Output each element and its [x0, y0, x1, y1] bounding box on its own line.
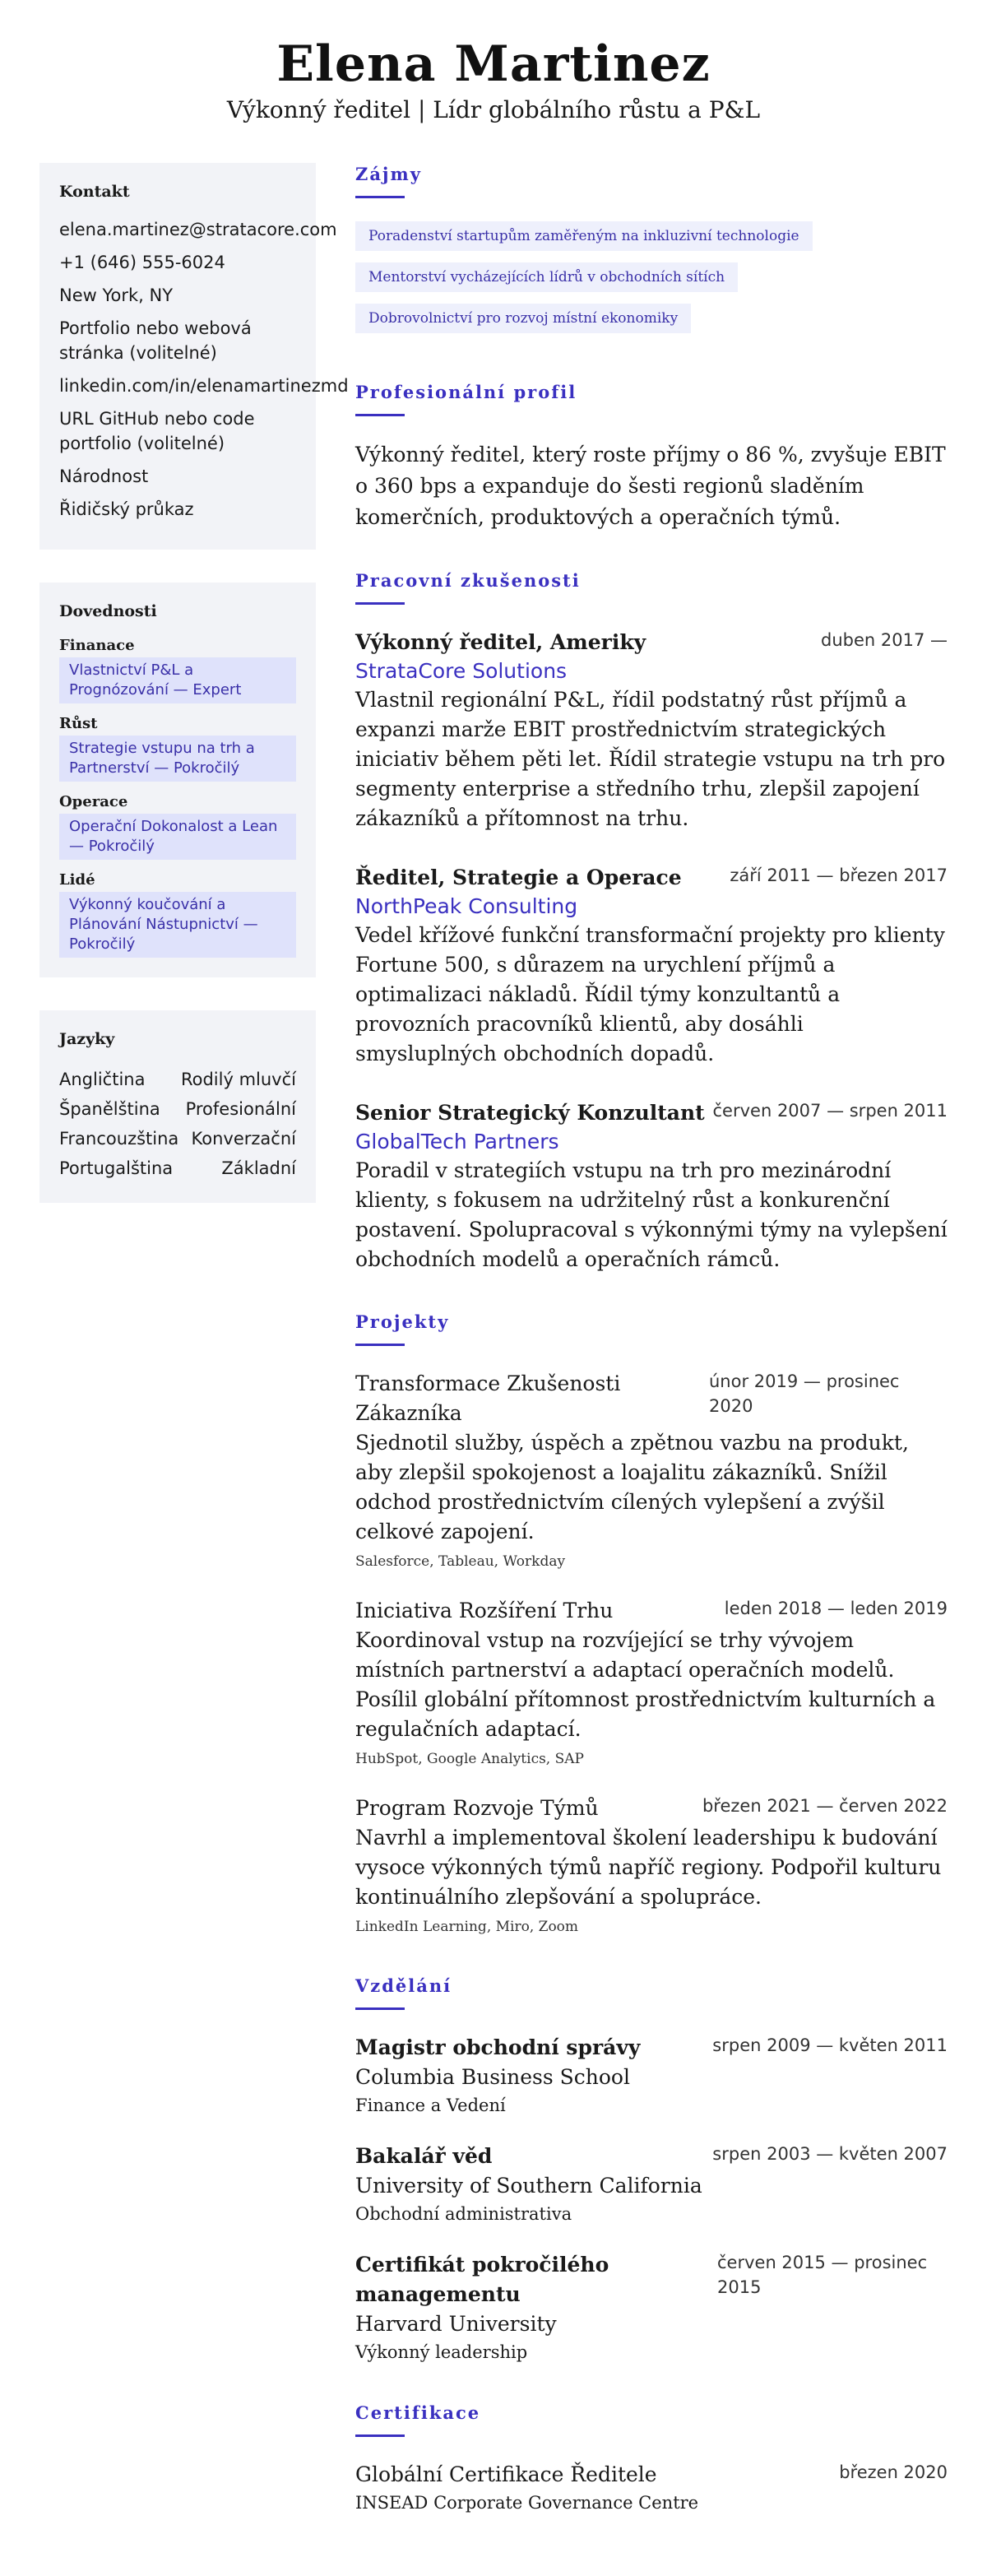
contact-location: New York, NY: [59, 285, 174, 305]
section-title: Profesionální profil: [355, 382, 577, 402]
degree-name: Magistr obchodní správy: [355, 2035, 641, 2059]
job-dates: září 2011 — březen 2017: [730, 866, 948, 885]
degree-name: Bakalář věd: [355, 2144, 493, 2168]
education-entry: [355, 2033, 948, 2119]
education-section: [355, 1975, 948, 2365]
projects-section: [355, 1311, 948, 1938]
experience-section: [355, 569, 948, 1274]
project-tools: LinkedIn Learning, Miro, Zoom: [355, 1919, 579, 1935]
job-description: Poradil v strategiích vstupu na trh pro mezinárodní klienty, s fokusem na udržitelný růst a konkurenční postavení. Spolupracoval s výkonnými týmy na vylepšení obchodních modelů a operačních rámců.: [355, 1158, 948, 1271]
certification-name: Globální Certifikace Ředitele: [355, 2462, 657, 2486]
section-title: Vzdělání: [355, 1975, 452, 1996]
project-dates: únor 2019 — prosinec 2020: [709, 1372, 900, 1416]
contact-linkedin[interactable]: linkedin.com/in/elenamartinezmd: [59, 376, 349, 396]
certification-issuer: INSEAD Corporate Governance Centre: [355, 2493, 699, 2513]
interest-chip: Dobrovolnictví pro rozvoj místní ekonomiky: [355, 304, 691, 333]
section-divider: [355, 196, 405, 198]
field-of-study: Finance a Vedení: [355, 2096, 506, 2115]
language-name: Španělština: [59, 1099, 160, 1119]
contact-email[interactable]: elena.martinez@stratacore.com: [59, 220, 337, 239]
skills-title: Dovednosti: [59, 602, 157, 620]
job-description: Vlastnil regionální P&L, řídil podstatný růst příjmů a expanzi marže EBIT prostřednictvím strategických iniciativ během pěti let. Řídil strategie vstupu na trh pro segmenty enterprise a středního trhu, zlepšil zapojení zákazníků a přítomnost na trhu.: [355, 688, 946, 830]
profile-summary: Výkonný ředitel, který roste příjmy o 86 %, zvyšuje EBIT o 360 bps a expanduje do šesti regionů sladěním komerčních, produktových a operačních týmů.: [355, 443, 946, 529]
education-dates: srpen 2009 — květen 2011: [712, 2035, 948, 2055]
school-name: University of Southern California: [355, 2174, 702, 2198]
language-level: Rodilý mluvčí: [180, 1070, 296, 1089]
skill-chip: Výkonný koučování a Plánování Nástupnictví — Pokročilý: [59, 892, 296, 958]
company-name: GlobalTech Partners: [355, 1130, 559, 1153]
experience-entry: [355, 863, 948, 1069]
skill-group-title: Růst: [59, 715, 98, 732]
project-description: Sjednotil služby, úspěch a zpětnou vazbu na produkt, aby zlepšil spokojenost a loajalitu zákazníků. Snížil odchod prostřednictvím cílených vylepšení a zvýšil celkové zapojení.: [355, 1431, 909, 1543]
contact-license: Řidičský průkaz: [59, 499, 194, 519]
certification-date: březen 2020: [839, 2462, 948, 2482]
section-title: Pracovní zkušenosti: [355, 570, 581, 591]
contact-portfolio: Portfolio nebo webová stránka (volitelné): [59, 318, 252, 363]
education-entry: [355, 2250, 948, 2365]
contact-title: Kontakt: [59, 183, 130, 201]
project-entry: [355, 1596, 948, 1771]
section-divider: [355, 414, 405, 416]
language-level: Konverzační: [191, 1129, 296, 1149]
skill-chip: Strategie vstupu na trh a Partnerství — Pokročilý: [59, 736, 296, 782]
project-entry: [355, 1369, 948, 1573]
field-of-study: Obchodní administrativa: [355, 2204, 572, 2224]
certifications-section: [355, 2402, 948, 2516]
school-name: Harvard University: [355, 2312, 557, 2336]
skill-group-title: Finanace: [59, 637, 135, 654]
language-row: [59, 1124, 296, 1153]
section-divider: [355, 602, 405, 605]
candidate-headline: Výkonný ředitel | Lídr globálního růstu a P&L: [226, 96, 761, 123]
skill-group-title: Operace: [59, 793, 128, 810]
section-title: Certifikace: [355, 2402, 481, 2423]
project-description: Koordinoval vstup na rozvíjející se trhy vývojem místních partnerství a adaptací operačních modelů. Posílil globální přítomnost prostřednictvím kulturních a regulačních adaptací.: [355, 1628, 936, 1741]
project-dates: březen 2021 — červen 2022: [702, 1796, 948, 1816]
company-name: NorthPeak Consulting: [355, 894, 578, 918]
project-description: Navrhl a implementoval školení leadershipu k budování vysoce výkonných týmů napříč regiony. Podpořil kulturu kontinuálního zlepšování a spolupráce.: [355, 1826, 942, 1909]
section-title: Zájmy: [355, 164, 422, 184]
section-divider: [355, 2007, 405, 2010]
project-dates: leden 2018 — leden 2019: [724, 1599, 948, 1618]
experience-entry: [355, 628, 948, 833]
contact-github: URL GitHub nebo code portfolio (volitelné): [59, 409, 255, 453]
job-description: Vedel křížové funkční transformační projekty pro klienty Fortune 500, s důrazem na urychlení příjmů a optimalizaci nákladů. Řídil týmy konzultantů a provozních pracovníků klientů, aby dosáhli smysluplných obchodních dopadů.: [355, 923, 945, 1065]
language-name: Angličtina: [59, 1070, 146, 1089]
section-divider: [355, 1344, 405, 1346]
language-row: [59, 1153, 296, 1183]
resume-header: [0, 0, 987, 127]
section-divider: [355, 2434, 405, 2437]
language-name: Francouzština: [59, 1129, 179, 1149]
certification-entry: [355, 2460, 948, 2516]
experience-entry: [355, 1098, 948, 1274]
education-entry: [355, 2142, 948, 2227]
interests-section: [355, 163, 948, 345]
language-name: Portugalština: [59, 1158, 174, 1178]
profile-section: [355, 381, 948, 533]
candidate-name: Elena Martinez: [276, 35, 711, 93]
skills-box: [39, 583, 316, 977]
language-level: Základní: [221, 1158, 296, 1178]
language-level: Profesionální: [185, 1099, 296, 1119]
project-name: Transformace Zkušenosti Zákazníka: [355, 1372, 621, 1425]
job-title: Ředitel, Strategie a Operace: [355, 866, 682, 889]
field-of-study: Výkonný leadership: [355, 2342, 528, 2362]
contact-nationality: Národnost: [59, 466, 149, 486]
education-dates: srpen 2003 — květen 2007: [712, 2144, 948, 2164]
job-title: Výkonný ředitel, Ameriky: [355, 630, 646, 654]
job-title: Senior Strategický Konzultant: [355, 1101, 705, 1125]
skill-chip: Vlastnictví P&L a Prognózování — Expert: [59, 657, 296, 703]
degree-name: Certifikát pokročilého managementu: [355, 2253, 609, 2306]
sidebar: [39, 163, 349, 2552]
job-dates: duben 2017 —: [821, 630, 948, 650]
interest-chip: Poradenství startupům zaměřeným na inkluzivní technologie: [355, 221, 813, 251]
skill-chip: Operační Dokonalost a Lean — Pokročilý: [59, 814, 296, 860]
interest-chip: Mentorství vycházejících lídrů v obchodních sítích: [355, 262, 738, 292]
contact-phone[interactable]: +1 (646) 555-6024: [59, 253, 225, 272]
project-name: Iniciativa Rozšíření Trhu: [355, 1599, 614, 1622]
project-tools: HubSpot, Google Analytics, SAP: [355, 1751, 584, 1767]
contact-box: [39, 163, 349, 550]
school-name: Columbia Business School: [355, 2065, 630, 2089]
language-row: [59, 1094, 296, 1124]
project-entry: [355, 1794, 948, 1938]
project-name: Program Rozvoje Týmů: [355, 1796, 599, 1820]
main-column: [355, 163, 948, 2552]
job-dates: červen 2007 — srpen 2011: [712, 1101, 948, 1121]
resume-body: [39, 163, 948, 2552]
education-dates: červen 2015 — prosinec 2015: [717, 2253, 928, 2297]
company-name: StrataCore Solutions: [355, 659, 568, 683]
language-row: [59, 1065, 296, 1094]
section-title: Projekty: [355, 1311, 450, 1332]
project-tools: Salesforce, Tableau, Workday: [355, 1553, 566, 1570]
skill-group-title: Lidé: [59, 871, 95, 889]
languages-box: [39, 1010, 316, 1203]
languages-title: Jazyky: [59, 1030, 115, 1048]
